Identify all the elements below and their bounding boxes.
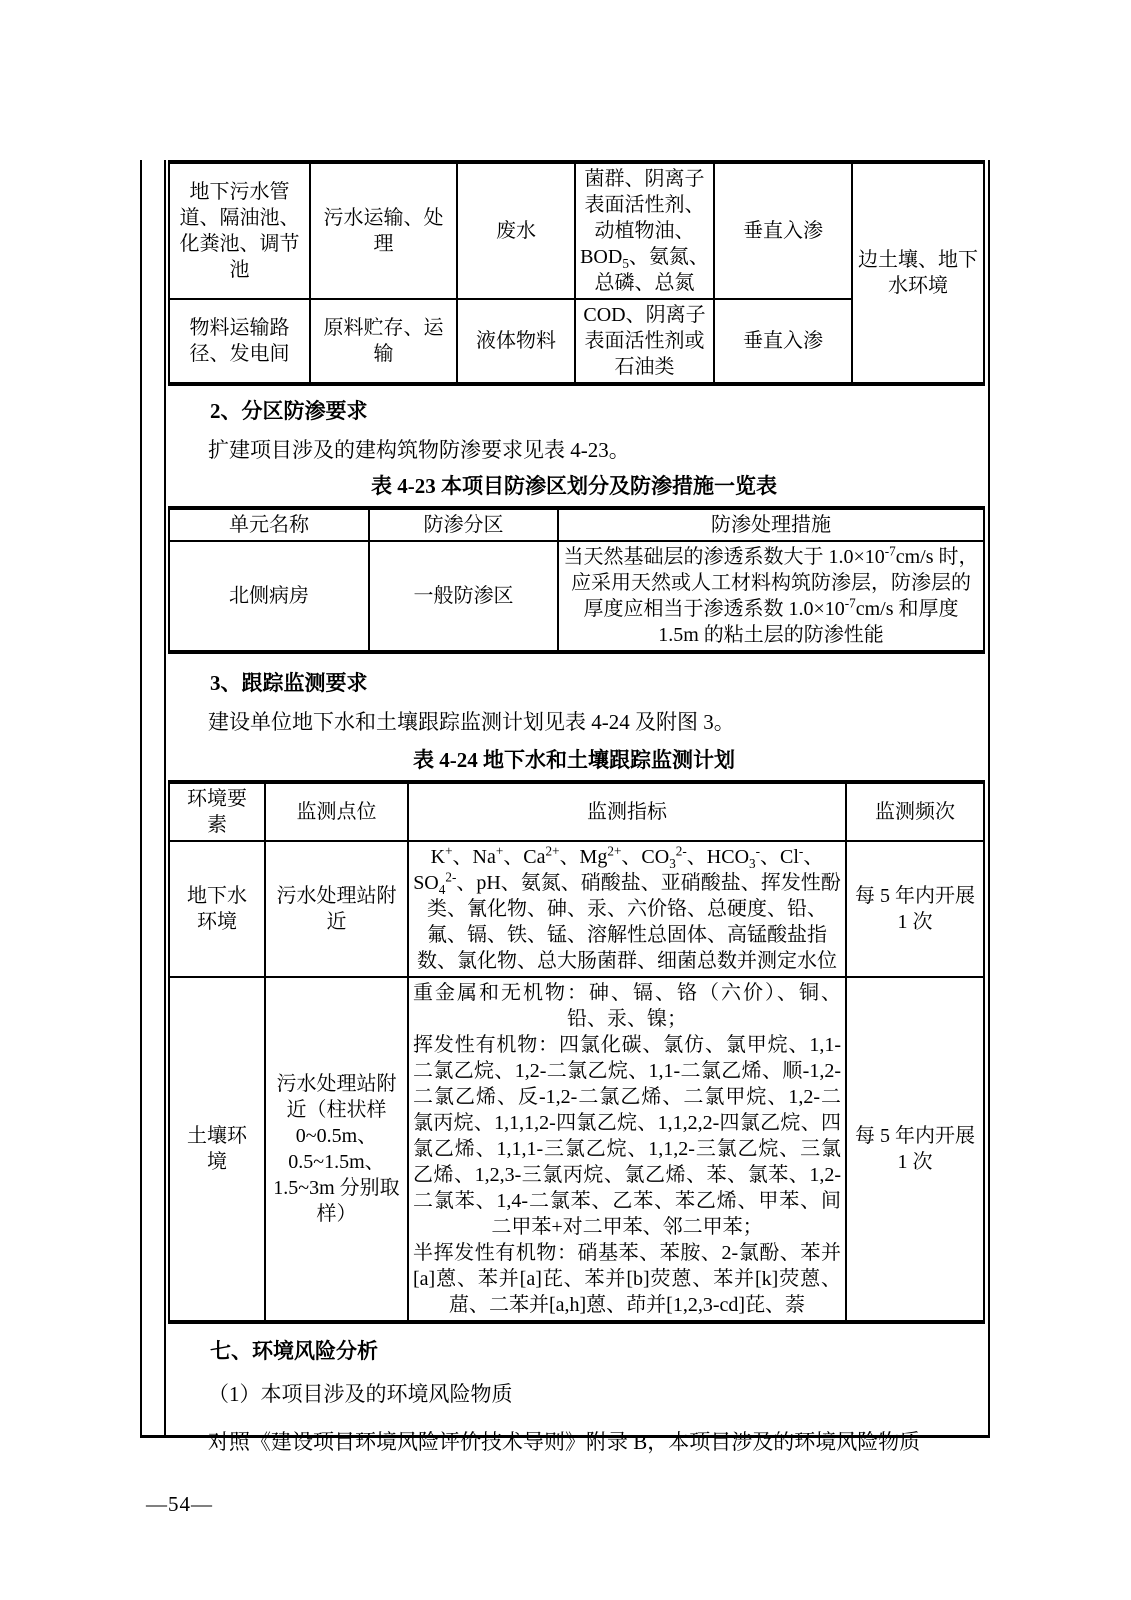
col-header-element: 环境要素	[169, 782, 265, 841]
cell-activity: 原料贮存、运输	[310, 299, 457, 384]
col-header-point: 监测点位	[265, 782, 408, 841]
col-header-unit: 单元名称	[169, 508, 369, 541]
seepage-route-table	[168, 160, 985, 386]
indicator-paragraph: 半挥发性有机物：硝基苯、苯胺、2-氯酚、苯并[a]蒽、苯并[a]芘、苯并[b]荧蒽、苯并[k]荧蒽、䓛、二苯并[a,h]蒽、茚并[1,2,3-cd]芘、萘	[413, 1242, 841, 1316]
indicator-paragraph: 重金属和无机物：砷、镉、铬（六价）、铜、铅、汞、镍；	[413, 982, 841, 1030]
form-content-area	[166, 160, 982, 1454]
table-header-row	[169, 782, 984, 841]
cell-pathway: 垂直入渗	[714, 299, 852, 384]
page-number: —54—	[146, 1492, 213, 1516]
col-header-measure: 防渗处理措施	[558, 508, 984, 541]
table-row	[169, 841, 984, 977]
table-row	[169, 977, 984, 1322]
table-4-24	[168, 780, 985, 1324]
table-4-24-caption: 表 4-24 地下水和土壤跟踪监测计划	[413, 748, 735, 772]
indicator-paragraph: 挥发性有机物：四氯化碳、氯仿、氯甲烷、1,1-二氯乙烷、1,2-二氯乙烷、1,1-二氯乙烯、顺-1,2-二氯乙烯、反-1,2-二氯乙烯、二氯甲烷、1,2-二氯丙烷、1,1,1,2-四氯乙烷、1,1,2,2-四氯乙烷、四氯乙烯、1,1,1-三氯乙烷、1,1,2-三氯乙烷、三氯乙烯、1,2,3-三氯丙烷、氯乙烯、苯、氯苯、1,2-二氯苯、1,4-二氯苯、乙苯、苯乙烯、甲苯、间二甲苯+对二甲苯、邻二甲苯；	[413, 1034, 841, 1238]
cell-element: 地下水环境	[169, 841, 265, 977]
report-form-frame	[140, 160, 990, 1454]
cell-activity: 污水运输、处理	[310, 162, 457, 299]
section-2-paragraph: 扩建项目涉及的建构筑物防渗要求见表 4-23。	[208, 438, 630, 462]
table-row	[169, 162, 984, 299]
section-heading-3: 3、跟踪监测要求	[210, 671, 368, 695]
cell-point: 污水处理站附近	[265, 841, 408, 977]
section-7-paragraph-1: （1）本项目涉及的环境风险物质	[208, 1382, 513, 1406]
table-header-row	[169, 508, 984, 541]
table-4-23	[168, 506, 985, 654]
cell-target: 边土壤、地下水环境	[852, 162, 984, 384]
col-header-zone: 防渗分区	[369, 508, 558, 541]
cell-pollutants: COD、阴离子表面活性剂或石油类	[575, 299, 714, 384]
section-7-paragraph-2: 对照《建设项目环境风险评价技术导则》附录 B，本项目涉及的环境风险物质	[208, 1430, 921, 1454]
cell-frequency: 每 5 年内开展 1 次	[846, 977, 984, 1322]
cell-unit: 物料运输路径、发电间	[169, 299, 310, 384]
cell-zone: 一般防渗区	[369, 541, 558, 652]
cell-indicators: K+、Na+、$Ca^{2+}$、$Mg^{2+}$、$CO_3^{2-}$、$HCO_3^-$、Cl-、$SO_4^{2-}$、pH、氨氮、硝酸盐、亚硝酸盐、挥发性酚类、氰化物、砷、汞、六价铬、总硬度、铅、氟、镉、铁、锰、溶解性总固体、高锰酸盐指数、氯化物、总大肠菌群、细菌总数并测定水位	[408, 841, 846, 977]
col-header-frequency: 监测频次	[846, 782, 984, 841]
cell-unit: 地下污水管道、隔油池、化粪池、调节池	[169, 162, 310, 299]
section-heading-2: 2、分区防渗要求	[210, 399, 368, 423]
table-row	[169, 541, 984, 652]
cell-pathway: 垂直入渗	[714, 162, 852, 299]
cell-measure: 当天然基础层的渗透系数大于 $1.0\times 10^{-7}cm/s$ 时，应采用天然或人工材料构筑防渗层，防渗层的厚度应相当于渗透系数 $1.0\times 10^{-7}cm/s$ 和厚度 1.5m 的粘土层的防渗性能	[558, 541, 984, 652]
cell-indicators	[408, 977, 846, 1322]
col-header-indicator: 监测指标	[408, 782, 846, 841]
cell-frequency: 每 5 年内开展 1 次	[846, 841, 984, 977]
cell-element: 土壤环境	[169, 977, 265, 1322]
section-heading-7: 七、环境风险分析	[210, 1339, 378, 1363]
section-3-paragraph: 建设单位地下水和土壤跟踪监测计划见表 4-24 及附图 3。	[208, 710, 735, 734]
cell-unit: 北侧病房	[169, 541, 369, 652]
cell-pollutants: 菌群、阴离子表面活性剂、动植物油、$BOD_5$、氨氮、总磷、总氮	[575, 162, 714, 299]
cell-point: 污水处理站附近（柱状样 0~0.5m、0.5~1.5m、1.5~3m 分别取样）	[265, 977, 408, 1322]
cell-material: 废水	[457, 162, 575, 299]
table-4-23-caption: 表 4-23 本项目防渗区划分及防渗措施一览表	[371, 474, 777, 498]
cell-material: 液体物料	[457, 299, 575, 384]
